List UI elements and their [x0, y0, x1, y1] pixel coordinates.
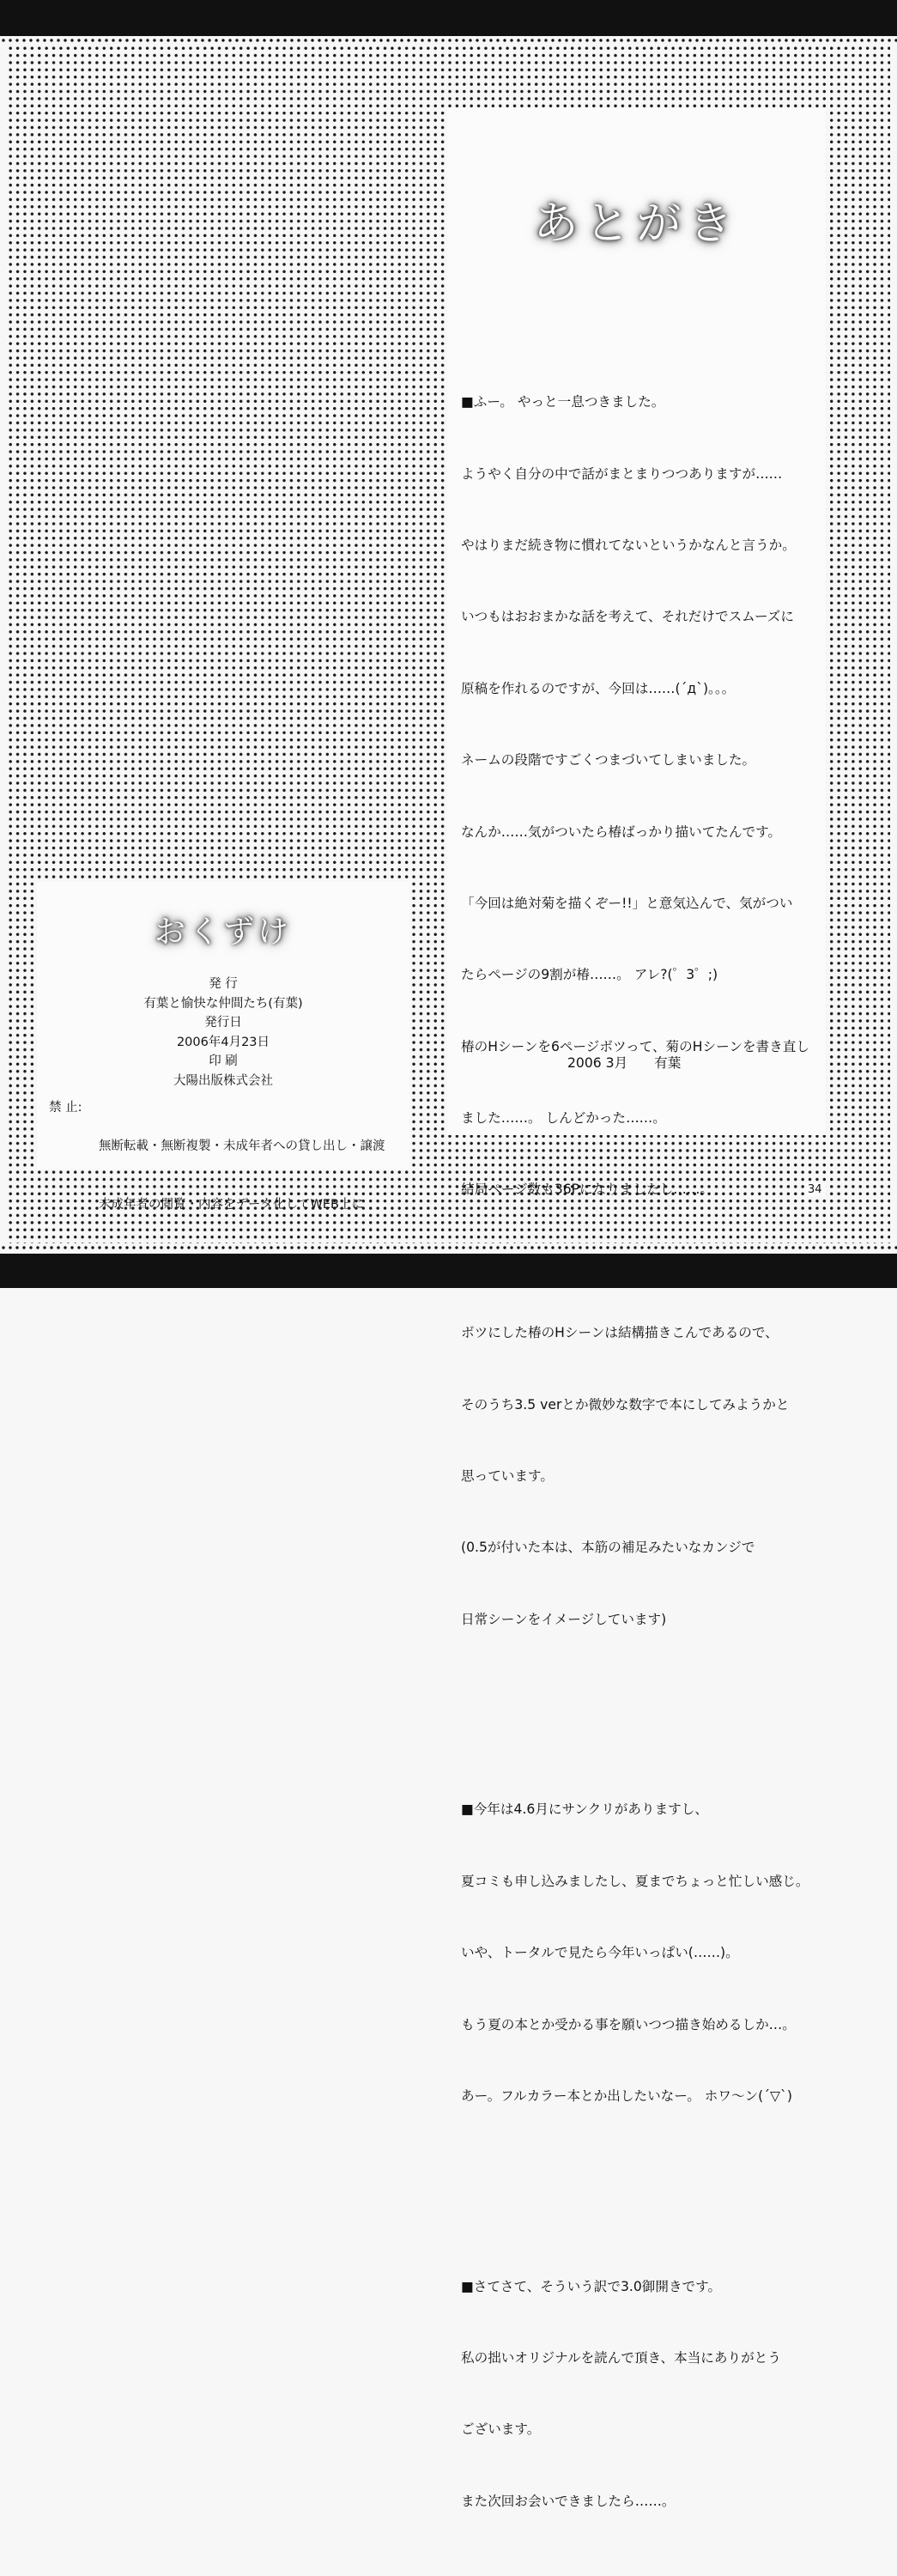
text-line: 「今回は絶対菊を描くぞー!!」と意気込んで、気がつい	[461, 895, 793, 911]
text-line: たらページの9割が椿……。 アレ?(゜3゜;)	[461, 967, 718, 983]
text-line: もう夏の本とか受かる事を願いつつ描き始めるしか…。	[461, 2016, 796, 2032]
afterword-paragraph-1	[461, 343, 826, 1680]
afterword-paragraph-3	[461, 2227, 826, 2561]
printer-name: 大陽出版株式会社	[173, 1073, 273, 1088]
text-line: いや、トータルで見たら今年いっぱい(……)。	[461, 1945, 739, 1961]
colophon-details	[37, 975, 409, 1091]
text-line: 思っています。	[461, 1468, 554, 1485]
afterword-paragraph-2	[461, 1751, 826, 2157]
colophon-panel	[37, 882, 409, 1212]
notice-line: 無断転載・無断複製・未成年者への貸し出し・譲渡	[99, 1139, 385, 1153]
text-line: いつもはおおまかな話を考えて、それだけでスムーズに	[461, 609, 794, 625]
text-line: 椿のHシーンを6ページボツって、菊のHシーンを書き直し	[461, 1038, 809, 1054]
text-line: ■さてさて、そういう訳で3.0御開きです。	[461, 2278, 722, 2294]
text-line: 夏コミも申し込みましたし、夏までちょっと忙しい感じ。	[461, 1873, 809, 1889]
notice-label: 禁 止:	[49, 1101, 82, 1115]
text-line: ■今年は4.6月にサンクリがありますし、	[461, 1801, 708, 1818]
text-line: 日常シーンをイメージしています)	[461, 1611, 667, 1627]
page-number: 34	[804, 1183, 826, 1196]
bottom-border-band	[0, 1254, 897, 1288]
afterword-body	[461, 295, 826, 2576]
text-line: そのうち3.5 verとか微妙な数字で本にしてみようかと	[461, 1396, 790, 1413]
text-line: 結局ページ数も36Pになりましたし……。	[461, 1182, 714, 1198]
afterword-title: あとがき	[533, 198, 740, 250]
colophon-title: おくずけ	[154, 914, 292, 950]
top-dot-line	[0, 38, 897, 43]
text-line: ボツにした椿のHシーンは結構描きこんであるので、	[461, 1325, 779, 1341]
text-line: ようやく自分の中で話がまとまりつつありますが……	[461, 465, 783, 482]
text-line: やはりまだ続き物に慣れてないというかなんと言うか。	[461, 537, 796, 553]
afterword-author: 有葉	[654, 1055, 682, 1071]
text-line: ました……。 しんどかった……。	[461, 1110, 666, 1127]
issue-date: 2006年4月23日	[176, 1035, 270, 1049]
text-line: なんか……気がついたら椿ばっかり描いてたんです。	[461, 823, 782, 840]
afterword-date: 2006 3月	[567, 1055, 628, 1071]
text-line: ございます。	[461, 2421, 541, 2438]
issue-date-label: 発行日	[204, 1016, 242, 1030]
text-line: ■ふー。 やっと一息つきました。	[461, 394, 665, 410]
publisher-label: 発 行	[209, 977, 238, 991]
printer-label: 印 刷	[209, 1054, 238, 1068]
text-line: ネームの段階ですごくつまづいてしまいました。	[461, 752, 756, 769]
text-line: (0.5が付いた本は、本筋の補足みたいなカンジで	[461, 1540, 755, 1556]
publisher-name: 有葉と愉快な仲間たち(有葉)	[143, 996, 303, 1011]
top-border-band	[0, 0, 897, 36]
notice-line: 未成年者の閲覧・内容をデータ化してWEB上に	[99, 1197, 364, 1212]
afterword-signature	[567, 1053, 681, 1072]
text-line: 原稿を作れるのですが、今回は……(´д`)。。。	[461, 680, 736, 696]
text-line: 私の拙いオリジナルを読んで頂き、本当にありがとう	[461, 2349, 781, 2366]
bottom-dot-line	[0, 1245, 897, 1250]
text-line: あー。フルカラー本とか出したいなー。 ホワ～ン(´▽`)	[461, 2087, 792, 2104]
text-line: また次回お会いできましたら……。	[461, 2493, 676, 2509]
